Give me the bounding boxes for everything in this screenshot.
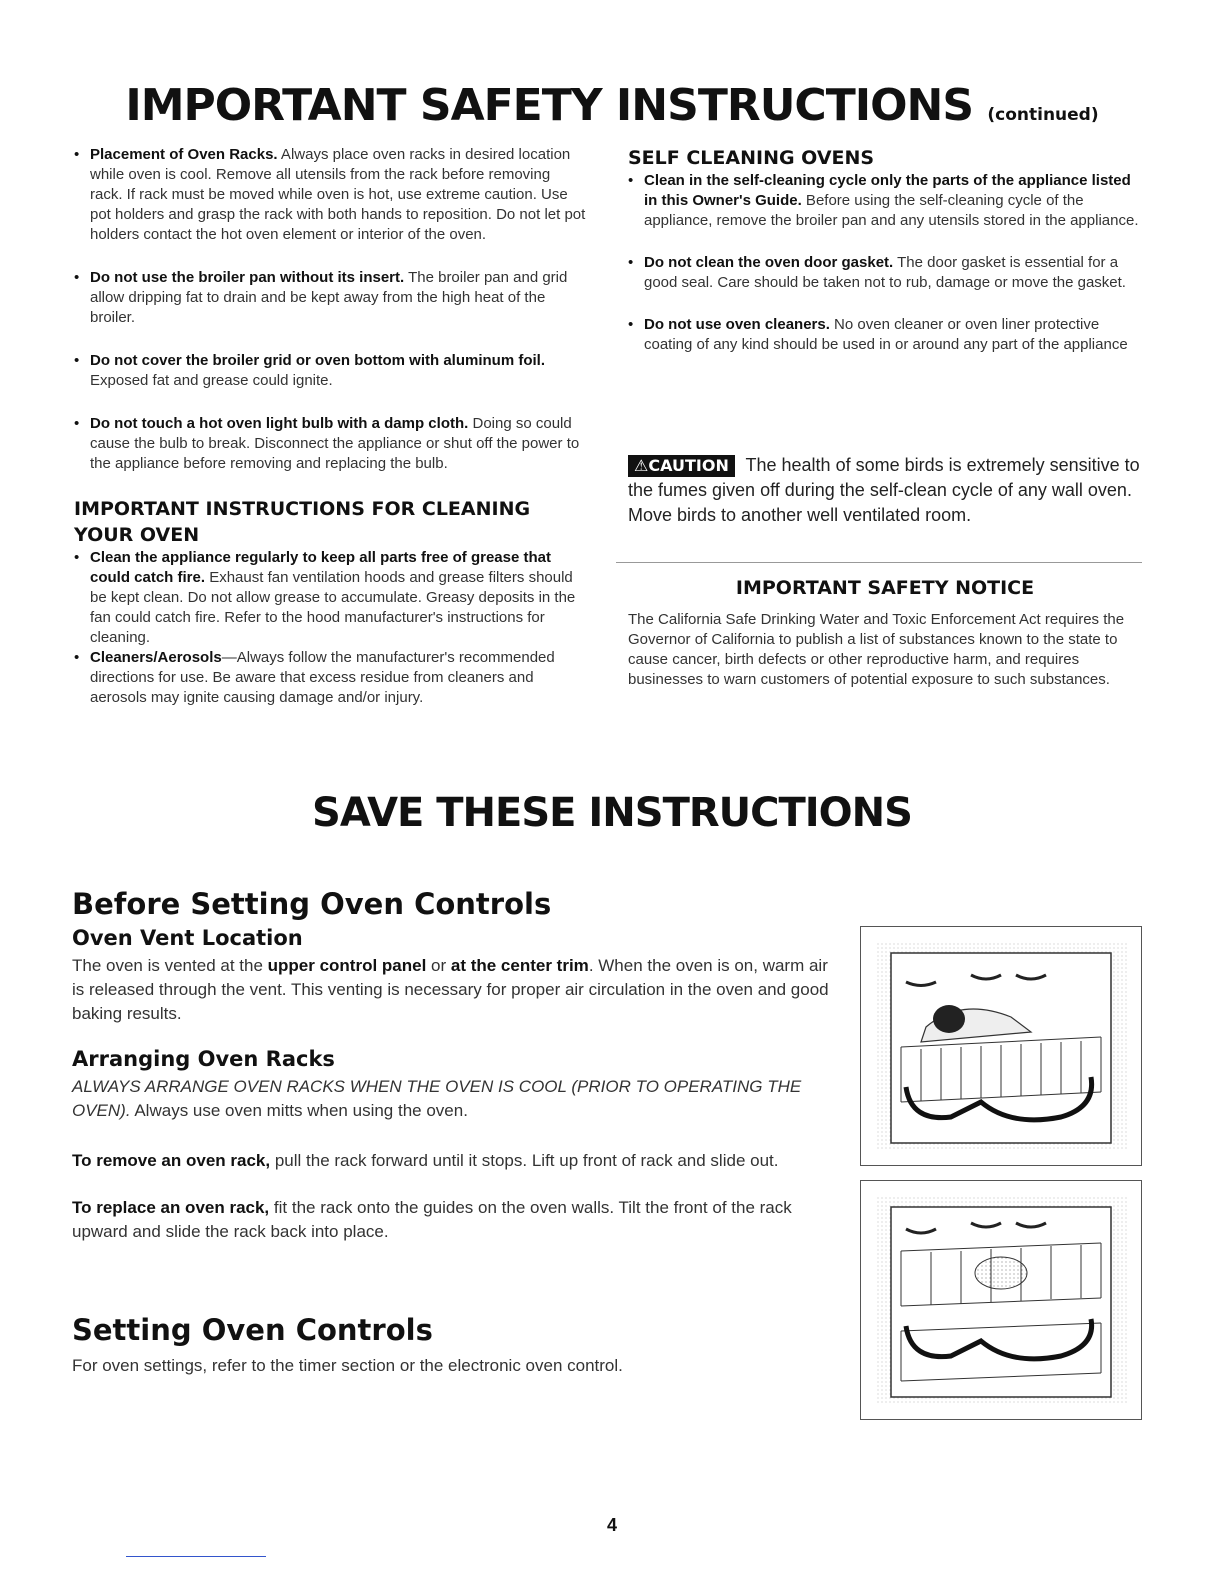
bullet-text: Exposed fat and grease could ignite. xyxy=(90,372,333,389)
notice-heading-text: IMPORTANT SAFETY NOTICE xyxy=(735,577,1035,599)
bullet-text: The door gasket is essential for a good seal. Care should be taken not to rub, damage or move the gasket. xyxy=(644,254,1126,291)
title-text: IMPORTANT SAFETY INSTRUCTIONS xyxy=(125,80,974,131)
caution-text: The health of some birds is extremely sensitive to the fumes given off during the self-clean cycle of any wall oven. Move birds to another well ventilated room. xyxy=(628,455,1140,525)
bullet-text: Always place oven racks in desired location while oven is cool. Remove all utensils from the rack before removing rack. If rack must be moved while oven is hot, use extreme caution. Use pot holders and grasp the rack with both hands to reposition. Do not let pot holders contact the hot oven element or interior of the oven. xyxy=(90,146,586,243)
remove-rack-body: pull the rack forward until it stops. Lift up front of rack and slide out. xyxy=(270,1151,779,1170)
replace-rack-text xyxy=(72,1196,832,1244)
bullet-text: Before using the self-cleaning cycle of the appliance, remove the broiler pan and any utensils stored in the appliance. xyxy=(644,192,1139,229)
self-cleaning-heading: SELF CLEANING OVENS xyxy=(628,147,875,169)
remove-rack-text xyxy=(72,1149,832,1173)
safety-notice-text: The California Safe Drinking Water and Toxic Enforcement Act requires the Governor of California to publish a list of substances known to the state to cause cancer, birth defects or other reproductive harm, and requires businesses to warn customers of potential exposure to such substances. xyxy=(628,611,1125,688)
bullet-bold: Placement of Oven Racks. xyxy=(90,146,278,163)
racks-text: Always use oven mitts when using the oven. xyxy=(130,1101,468,1120)
vent-text-mid: or xyxy=(426,956,451,975)
racks-italic-text: ALWAYS ARRANGE OVEN RACKS WHEN THE OVEN IS COOL (PRIOR TO OPERATING THE OVEN). xyxy=(72,1077,802,1120)
footer-rule xyxy=(126,1556,266,1557)
caution-block xyxy=(628,453,1142,528)
left-column xyxy=(74,145,586,708)
vent-text-bold-2: at the center trim xyxy=(450,956,589,975)
bullet-light-bulb xyxy=(74,414,586,474)
page-title xyxy=(0,80,1224,131)
bullet-door-gasket xyxy=(628,253,1142,293)
bullet-bold: Do not use oven cleaners. xyxy=(644,316,830,333)
warning-triangle-icon: ⚠ xyxy=(634,456,649,475)
vent-text-post: . When the oven is on, warm air is released through the vent. This venting is necessary for proper air circulation in the oven and good baking results. xyxy=(72,956,829,1023)
setting-controls-title: Setting Oven Controls xyxy=(72,1313,433,1347)
save-instructions-banner: SAVE THESE INSTRUCTIONS xyxy=(312,790,912,836)
bullet-bold: Clean the appliance regularly to keep all parts free of grease that could catch fire. xyxy=(90,549,551,586)
caution-label xyxy=(628,455,735,477)
vent-text-pre: The oven is vented at the xyxy=(72,956,268,975)
arranging-racks-heading: Arranging Oven Racks xyxy=(72,1047,335,1071)
bullet-bold: Do not cover the broiler grid or oven bottom with aluminum foil. xyxy=(90,352,546,369)
divider xyxy=(616,562,1142,563)
oven-rack-drawing-2 xyxy=(861,1181,1141,1419)
bullet-broiler-insert xyxy=(74,268,586,328)
oven-rack-drawing-1 xyxy=(861,927,1141,1165)
bullet-clean-regularly xyxy=(74,548,586,648)
before-setting-title: Before Setting Oven Controls xyxy=(72,887,552,921)
bullet-aluminum-foil xyxy=(74,351,586,391)
bullet-text: Doing so could cause the bulb to break. Disconnect the appliance or shut off the power to the appliance before removing and replacing the bulb. xyxy=(90,415,580,472)
oven-rack-illustration-2 xyxy=(860,1180,1142,1420)
caution-label-text: CAUTION xyxy=(648,456,729,475)
bullet-placement-racks xyxy=(74,145,586,245)
bullet-bold: Do not touch a hot oven light bulb with a damp cloth. xyxy=(90,415,469,432)
bullet-text: Exhaust fan ventilation hoods and grease filters should be kept clean. Do not allow grease to accumulate. Greasy deposits in the fan could catch fire. Refer to the hood manufacturer's instructions for cleaning. xyxy=(90,569,576,646)
bullet-oven-cleaners xyxy=(628,315,1142,355)
cleaning-heading: IMPORTANT INSTRUCTIONS FOR CLEANING YOUR OVEN xyxy=(74,498,531,546)
page-number: 4 xyxy=(606,1515,617,1535)
bullet-text: No oven cleaner or oven liner protective coating of any kind should be used in or around any part of the appliance xyxy=(644,316,1128,353)
bullet-self-clean-parts xyxy=(628,171,1142,231)
vent-text-bold-1: upper control panel xyxy=(267,956,427,975)
bullet-bold: Clean in the self-cleaning cycle only the parts of the appliance listed in this Owner's Guide. xyxy=(644,172,1131,209)
bullet-cleaners-aerosols xyxy=(74,648,586,708)
safety-notice-heading xyxy=(628,575,1142,601)
setting-controls-text: For oven settings, refer to the timer section or the electronic oven control. xyxy=(72,1356,623,1375)
oven-rack-illustration-1 xyxy=(860,926,1142,1166)
vent-location-text xyxy=(72,954,832,1026)
arranging-racks-text xyxy=(72,1075,832,1123)
bullet-bold: Do not clean the oven door gasket. xyxy=(644,254,894,271)
bullet-text: —Always follow the manufacturer's recommended directions for use. Be aware that excess residue from cleaners and aerosols may ignite causing damage and/or injury. xyxy=(90,649,555,706)
vent-location-heading: Oven Vent Location xyxy=(72,926,303,950)
right-column xyxy=(628,145,1142,355)
remove-rack-bold: To remove an oven rack, xyxy=(72,1151,271,1170)
bullet-bold: Cleaners/Aerosols xyxy=(90,649,222,666)
replace-rack-body: fit the rack onto the guides on the oven walls. Tilt the front of the rack upward and slide the rack back into place. xyxy=(72,1198,792,1241)
replace-rack-bold: To replace an oven rack, xyxy=(72,1198,270,1217)
bullet-bold: Do not use the broiler pan without its insert. xyxy=(90,269,405,286)
title-continued: (continued) xyxy=(987,105,1099,125)
bullet-text: The broiler pan and grid allow dripping fat to drain and be kept away from the high heat of the broiler. xyxy=(90,269,568,326)
